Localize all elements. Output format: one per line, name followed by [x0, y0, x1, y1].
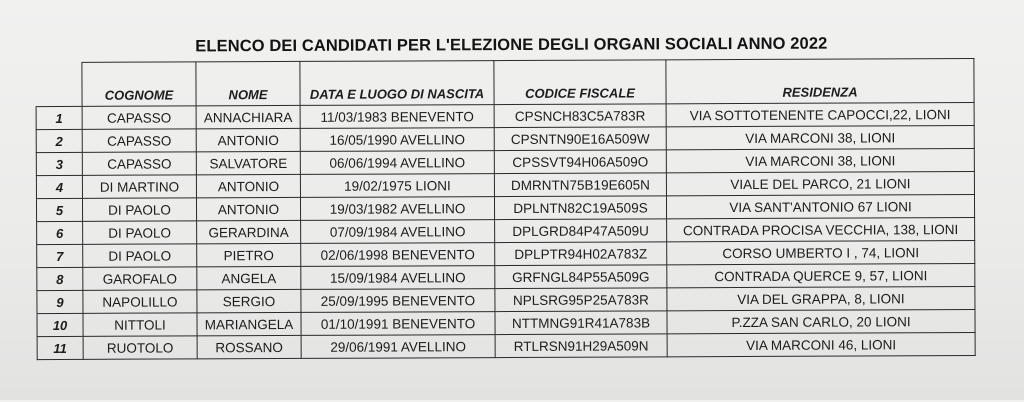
cell-num: 6	[37, 221, 83, 244]
cell-codice-fiscale: CPSNTN90E16A509W	[494, 127, 666, 151]
cell-residenza: VIA MARCONI 38, LIONI	[666, 125, 974, 149]
header-codice-fiscale: CODICE FISCALE	[494, 60, 666, 105]
table-row	[37, 332, 975, 359]
cell-data-luogo: 06/06/1994 AVELLINO	[300, 151, 494, 175]
cell-codice-fiscale: RTLRSN91H29A509N	[495, 334, 667, 358]
cell-num: 9	[37, 290, 83, 313]
cell-residenza: VIA MARCONI 46, LIONI	[667, 332, 975, 356]
cell-num: 4	[36, 175, 82, 198]
cell-codice-fiscale: NTTMNG91R41A783B	[495, 311, 667, 335]
candidates-table	[35, 58, 975, 360]
cell-codice-fiscale: DPLNTN82C19A509S	[494, 196, 666, 220]
cell-codice-fiscale: DMRNTN75B19E605N	[494, 173, 666, 197]
cell-num: 11	[37, 336, 83, 359]
cell-data-luogo: 25/09/1995 BENEVENTO	[301, 289, 495, 313]
cell-num: 3	[36, 152, 82, 175]
cell-residenza: CONTRADA PROCISA VECCHIA, 138, LIONI	[667, 217, 975, 241]
cell-nome: ANNACHIARA	[196, 105, 300, 128]
cell-nome: ANTONIO	[196, 128, 300, 151]
cell-codice-fiscale: DPLGRD84P47A509U	[495, 219, 667, 243]
cell-cognome: DI PAOLO	[83, 244, 197, 267]
cell-residenza: VIA MARCONI 38, LIONI	[666, 148, 974, 172]
cell-num: 1	[36, 106, 82, 129]
cell-cognome: DI MARTINO	[82, 175, 196, 198]
table-header-row	[36, 58, 974, 106]
cell-nome: ANTONIO	[196, 197, 300, 220]
cell-nome: SALVATORE	[196, 151, 300, 174]
cell-cognome: NAPOLILLO	[83, 290, 197, 313]
cell-cognome: NITTOLI	[83, 313, 197, 336]
cell-residenza: P.ZZA SAN CARLO, 20 LIONI	[667, 309, 975, 333]
cell-num: 7	[37, 244, 83, 267]
cell-residenza: VIA DEL GRAPPA, 8, LIONI	[667, 286, 975, 310]
cell-cognome: CAPASSO	[82, 152, 196, 175]
cell-data-luogo: 01/10/1991 BENEVENTO	[301, 312, 495, 336]
header-num	[36, 62, 82, 106]
cell-data-luogo: 19/02/1975 LIONI	[300, 174, 494, 198]
cell-residenza: VIALE DEL PARCO, 21 LIONI	[666, 171, 974, 195]
cell-data-luogo: 15/09/1984 AVELLINO	[301, 266, 495, 290]
cell-cognome: DI PAOLO	[83, 221, 197, 244]
cell-nome: PIETRO	[197, 243, 301, 266]
cell-nome: ANGELA	[197, 266, 301, 289]
cell-codice-fiscale: GRFNGL84P55A509G	[495, 265, 667, 289]
cell-codice-fiscale: DPLPTR94H02A783Z	[495, 242, 667, 266]
cell-num: 5	[36, 198, 82, 221]
header-nome: NOME	[196, 61, 300, 105]
header-residenza: RESIDENZA	[666, 58, 974, 103]
cell-nome: ROSSANO	[197, 335, 301, 358]
document-title: ELENCO DEI CANDIDATI PER L'ELEZIONE DEGLI ORGANI SOCIALI ANNO 2022	[195, 34, 828, 56]
cell-num: 8	[37, 267, 83, 290]
cell-num: 2	[36, 129, 82, 152]
cell-codice-fiscale: NPLSRG95P25A783R	[495, 288, 667, 312]
cell-nome: MARIANGELA	[197, 312, 301, 335]
cell-cognome: RUOTOLO	[83, 336, 197, 359]
cell-codice-fiscale: CPSNCH83C5A783R	[494, 104, 666, 128]
cell-residenza: CONTRADA QUERCE 9, 57, LIONI	[667, 263, 975, 287]
header-data-luogo: DATA E LUOGO DI NASCITA	[300, 61, 494, 106]
cell-residenza: CORSO UMBERTO I , 74, LIONI	[667, 240, 975, 264]
cell-codice-fiscale: CPSSVT94H06A509O	[494, 150, 666, 174]
cell-nome: SERGIO	[197, 289, 301, 312]
header-cognome: COGNOME	[82, 62, 196, 106]
cell-data-luogo: 07/09/1984 AVELLINO	[301, 220, 495, 244]
cell-num: 10	[37, 313, 83, 336]
cell-data-luogo: 02/06/1998 BENEVENTO	[301, 243, 495, 267]
cell-residenza: VIA SOTTOTENENTE CAPOCCI,22, LIONI	[666, 102, 974, 126]
cell-data-luogo: 19/03/1982 AVELLINO	[300, 197, 494, 221]
cell-cognome: CAPASSO	[82, 106, 196, 129]
cell-data-luogo: 16/05/1990 AVELLINO	[300, 128, 494, 152]
cell-nome: ANTONIO	[196, 174, 300, 197]
cell-cognome: DI PAOLO	[82, 198, 196, 221]
cell-nome: GERARDINA	[197, 220, 301, 243]
cell-cognome: CAPASSO	[82, 129, 196, 152]
cell-cognome: GAROFALO	[83, 267, 197, 290]
cell-data-luogo: 11/03/1983 BENEVENTO	[300, 105, 494, 129]
cell-data-luogo: 29/06/1991 AVELLINO	[301, 335, 495, 359]
cell-residenza: VIA SANT'ANTONIO 67 LIONI	[666, 194, 974, 218]
